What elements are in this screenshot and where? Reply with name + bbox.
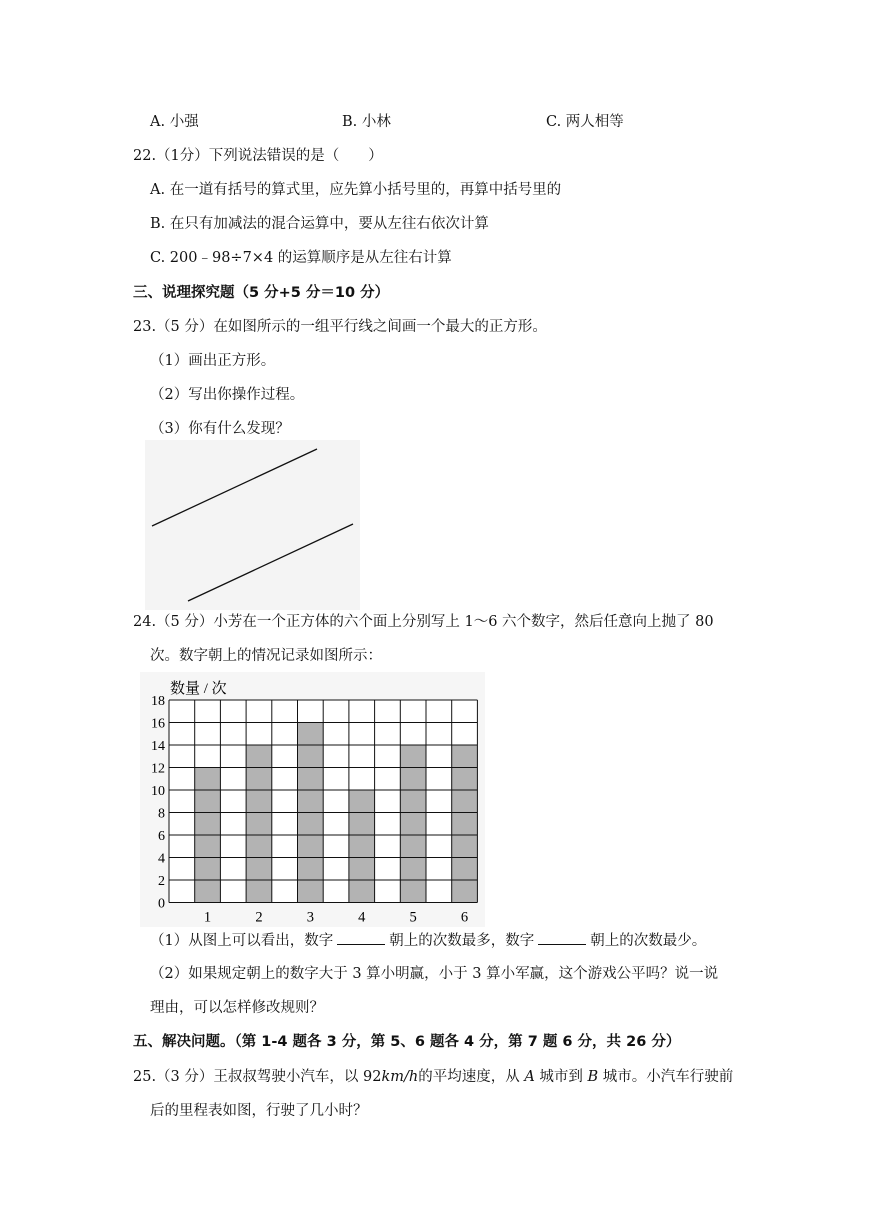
y-tick-18: 18 bbox=[151, 694, 165, 709]
section-5-title: 五、解决问题。（第 1-4 题各 3 分，第 5、6 题各 4 分，第 7 题 6 分，共 26 分） bbox=[133, 1034, 681, 1050]
x-tick-5: 5 bbox=[409, 909, 417, 926]
q25-line1-b: 的平均速度，从 bbox=[418, 1069, 520, 1085]
q22-option-a: A. 在一道有括号的算式里，应先算小括号里的，再算中括号里的 bbox=[150, 182, 562, 198]
y-tick-16: 16 bbox=[151, 716, 165, 732]
y-tick-0: 0 bbox=[158, 896, 165, 912]
q25-city-a: A bbox=[524, 1069, 535, 1085]
x-tick-2: 2 bbox=[255, 909, 263, 926]
q24-sub1-part3: 朝上的次数最少。 bbox=[590, 933, 707, 949]
x-tick-3: 3 bbox=[306, 909, 314, 926]
q25-line1-a: 25.（3 分）王叔叔驾驶小汽车，以 92 bbox=[133, 1069, 382, 1085]
bar-6 bbox=[452, 745, 478, 903]
y-tick-8: 8 bbox=[158, 806, 165, 822]
q21-option-c: C. 两人相等 bbox=[546, 114, 624, 130]
y-tick-12: 12 bbox=[151, 761, 165, 777]
q24-sub1-part2: 朝上的次数最多，数字 bbox=[389, 933, 535, 949]
q23-sub2: （2）写出你操作过程。 bbox=[150, 387, 305, 403]
q24-sub2-line2: 理由，可以怎样修改规则？ bbox=[150, 1000, 324, 1016]
y-tick-14: 14 bbox=[151, 739, 165, 754]
x-tick-4: 4 bbox=[358, 909, 366, 926]
y-tick-2: 2 bbox=[158, 874, 165, 889]
q24-sub1-part1: （1）从图上可以看出，数字 bbox=[150, 933, 334, 949]
q24-sub1 bbox=[150, 930, 706, 951]
q25-line2: 后的里程表如图，行驶了几小时？ bbox=[150, 1103, 368, 1119]
q22-stem: 22.（1分）下列说法错误的是（ ） bbox=[133, 148, 383, 164]
q24-sub2-line1: （2）如果规定朝上的数字大于 3 算小明赢，小于 3 算小军赢，这个游戏公平吗？说一说 bbox=[150, 966, 719, 982]
x-tick-1: 1 bbox=[203, 909, 212, 926]
q21-option-a: A. 小强 bbox=[150, 114, 199, 130]
chart-y-axis-label: 数量 / 次 bbox=[170, 681, 227, 697]
q25-city-b: B bbox=[587, 1069, 599, 1085]
y-tick-4: 4 bbox=[158, 851, 165, 867]
q25-line1-c: 城市到 bbox=[539, 1069, 583, 1085]
dice-bar-chart bbox=[140, 672, 485, 927]
section-3-title: 三、说理探究题（5 分+5 分＝10 分） bbox=[133, 285, 390, 301]
q24-stem-line2: 次。数字朝上的情况记录如图所示： bbox=[150, 648, 382, 664]
figure-background bbox=[145, 440, 360, 610]
answer-blank-most[interactable] bbox=[337, 930, 385, 945]
q21-option-b: B. 小林 bbox=[342, 114, 391, 130]
q22-option-c: C. 200﹣98÷7×4 的运算顺序是从左往右计算 bbox=[150, 250, 452, 266]
q23-sub1: （1）画出正方形。 bbox=[150, 353, 276, 369]
y-tick-10: 10 bbox=[151, 784, 165, 799]
x-tick-6: 6 bbox=[460, 909, 469, 926]
q24-stem-line1: 24.（5 分）小芳在一个正方体的六个面上分别写上 1～6 六个数字，然后任意向上抛了 80 bbox=[133, 614, 714, 630]
q25-speed-unit: km/h bbox=[381, 1069, 419, 1085]
q23-stem: 23.（5 分）在如图所示的一组平行线之间画一个最大的正方形。 bbox=[133, 319, 547, 335]
bar-5 bbox=[400, 745, 426, 903]
bar-4 bbox=[349, 790, 375, 903]
parallel-lines-figure bbox=[145, 440, 360, 610]
q23-sub3: （3）你有什么发现？ bbox=[150, 421, 290, 437]
q22-option-b: B. 在只有加减法的混合运算中，要从左往右依次计算 bbox=[150, 216, 489, 232]
bar-2 bbox=[246, 745, 272, 903]
answer-blank-least[interactable] bbox=[538, 930, 586, 945]
q25-line1 bbox=[133, 1067, 733, 1087]
y-tick-6: 6 bbox=[158, 829, 165, 844]
q25-line1-d: 城市。小汽车行驶前 bbox=[602, 1069, 734, 1085]
